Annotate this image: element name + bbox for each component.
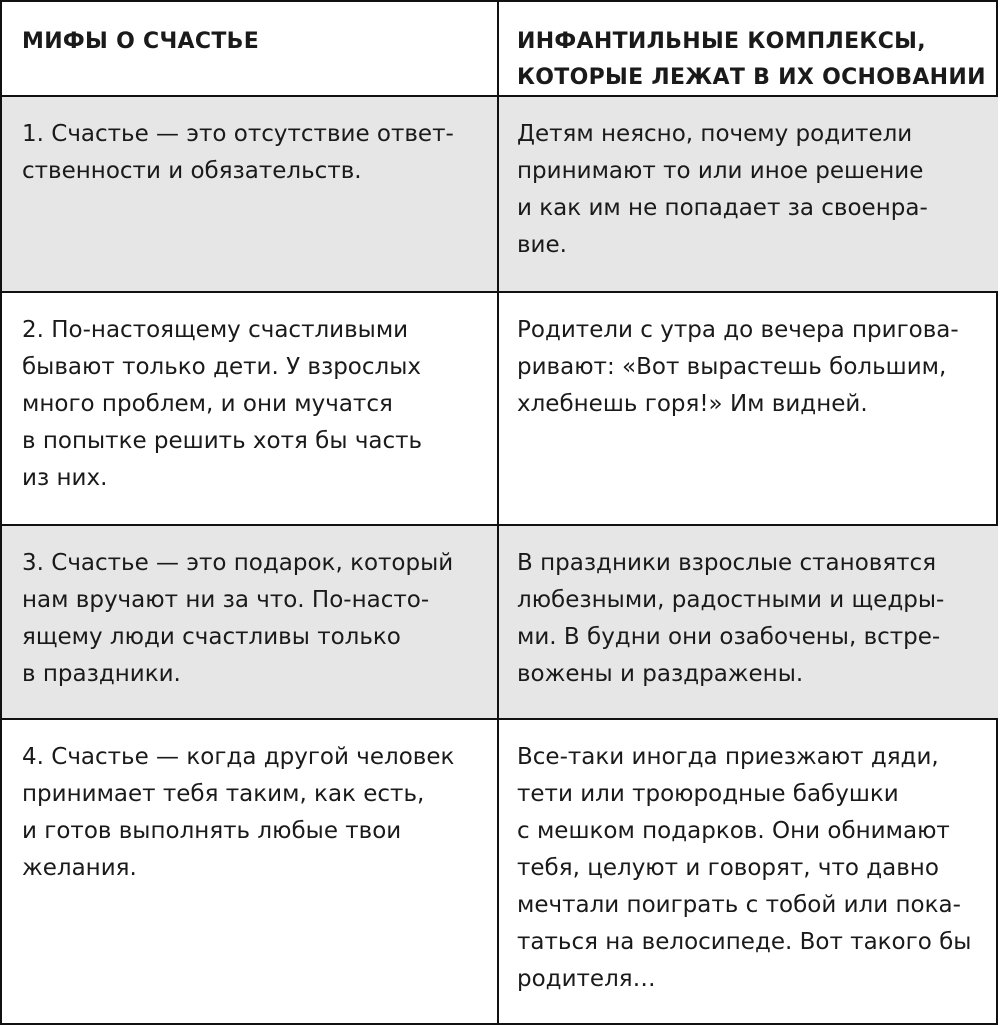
column-header-complexes: ИНФАНТИЛЬНЫЕ КОМПЛЕКСЫ, КОТОРЫЕ ЛЕЖАТ В ИХ ОСНОВАНИИ [517, 29, 986, 90]
table-row [2, 291, 998, 524]
table-row [2, 95, 998, 291]
myth-text: 3. Счастье — это подарок, который нам вручают ни за что. По-насто- ящему люди счастливы только в праздники. [22, 550, 454, 687]
header-cell-complexes [497, 2, 998, 95]
complex-text: Все-таки иногда приезжают дяди, тети или троюродные бабушки с мешком подарков. Они обнимают тебя, целуют и говорят, что давно мечтали поиграть с тобой или пока- таться на велосипеде. Вот такого бы родителя… [517, 744, 972, 992]
myth-text: 2. По-настоящему счастливыми бывают только дети. У взрослых много проблем, и они мучатся в попытке решить хотя бы часть из них. [22, 317, 423, 491]
complex-cell [497, 720, 998, 1023]
myth-cell [2, 720, 497, 1023]
myth-cell [2, 97, 497, 291]
complex-cell [497, 293, 998, 524]
myth-cell [2, 526, 497, 718]
myth-text: 4. Счастье — когда другой человек принимает тебя таким, как есть, и готов выполнять любые твои желания. [22, 744, 455, 881]
complex-cell [497, 526, 998, 718]
table-header-row [2, 2, 998, 95]
table-row [2, 524, 998, 718]
column-header-myths: МИФЫ О СЧАСТЬЕ [22, 29, 260, 54]
complex-text: В праздники взрослые становятся любезными, радостными и щедры- ми. В будни они озабочены, встре- вожены и раздражены. [517, 550, 945, 687]
myth-text: 1. Счастье — это отсутствие ответ- ственности и обязательств. [22, 121, 454, 184]
table-row [2, 718, 998, 1023]
complex-cell [497, 97, 998, 291]
complex-text: Родители с утра до вечера пригова- ривают: «Вот вырастешь большим, хлебнешь горя!» Им видней. [517, 317, 959, 417]
myth-cell [2, 293, 497, 524]
header-cell-myths [2, 2, 497, 95]
complex-text: Детям неясно, почему родители принимают то или иное решение и как им не попадает за своенра- вие. [517, 121, 928, 258]
